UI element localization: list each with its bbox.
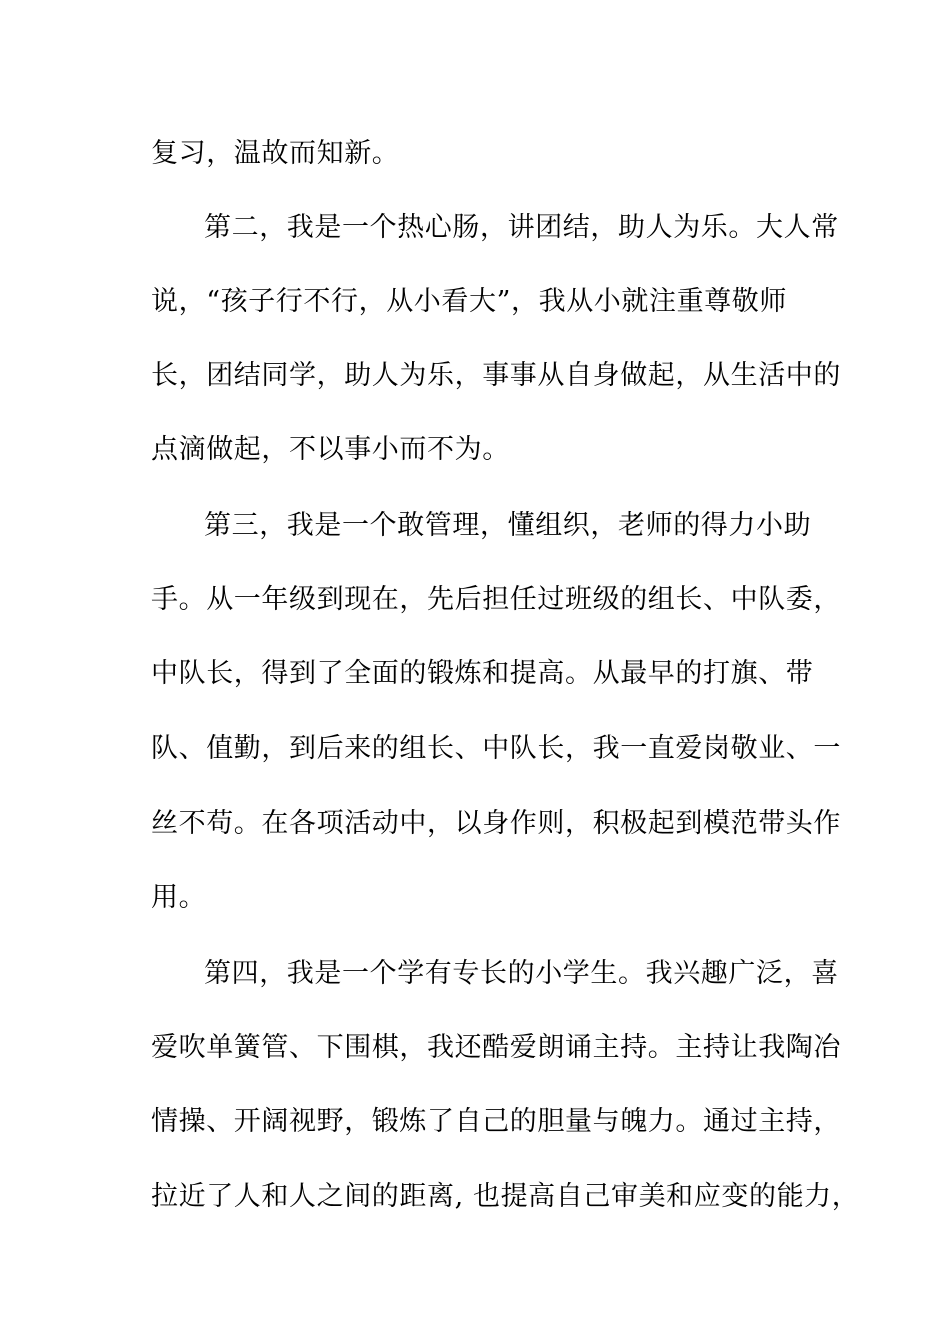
text-line: 复习，温故而知新。 bbox=[151, 138, 400, 169]
paragraph-first-line: 第二，我是一个热心肠，讲团结，助人为乐。大人常 bbox=[204, 212, 839, 243]
paragraph-first-line: 第三，我是一个敢管理，懂组织，老师的得力小助 bbox=[204, 510, 812, 541]
text-line: 拉近了人和人之间的距离, 也提高自己审美和应变的能力， bbox=[151, 1181, 860, 1212]
text-line: 队、值勤，到后来的组长、中队长，我一直爱岗敬业、一 bbox=[151, 733, 841, 764]
paragraph-first-line: 第四，我是一个学有专长的小学生。我兴趣广泛，喜 bbox=[204, 958, 839, 989]
text-line: 爱吹单簧管、下围棋，我还酷爱朗诵主持。主持让我陶冶 bbox=[151, 1032, 841, 1063]
text-line: 情操、开阔视野，锻炼了自己的胆量与魄力。通过主持， bbox=[151, 1106, 841, 1137]
text-line: 手。从一年级到现在，先后担任过班级的组长、中队委， bbox=[151, 584, 841, 615]
text-line: 丝不苟。在各项活动中，以身作则，积极起到模范带头作 bbox=[151, 808, 841, 839]
text-line: 点滴做起，不以事小而不为。 bbox=[151, 434, 510, 465]
text-line: 说，“孩子行不行，从小看大”，我从小就注重尊敬师 bbox=[151, 286, 788, 317]
text-line: 用。 bbox=[151, 882, 207, 913]
text-line: 长，团结同学，助人为乐，事事从自身做起，从生活中的 bbox=[151, 360, 841, 391]
text-line: 中队长，得到了全面的锻炼和提高。从最早的打旗、带 bbox=[151, 658, 814, 689]
